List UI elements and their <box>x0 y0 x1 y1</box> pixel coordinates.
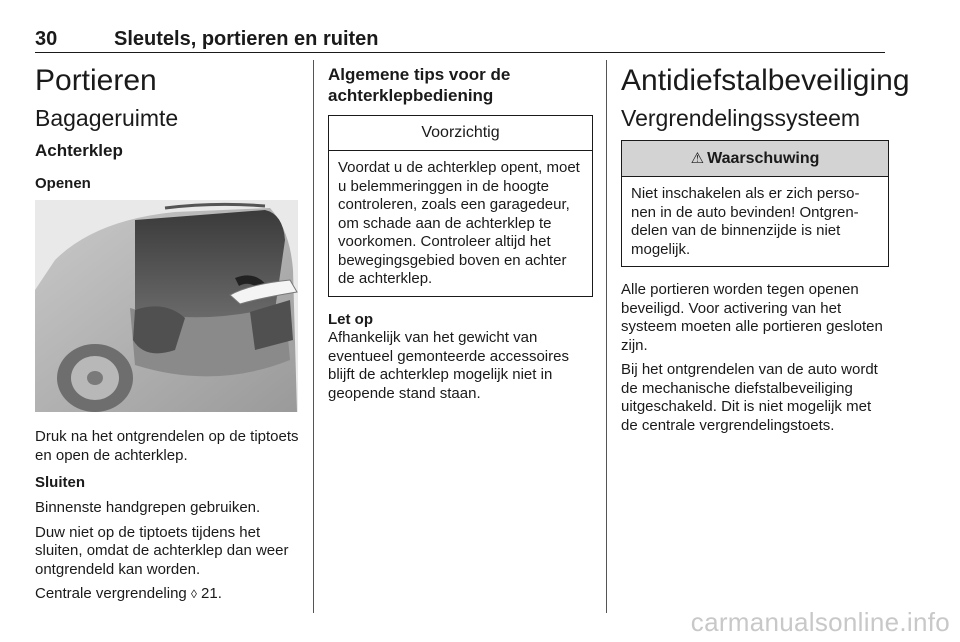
page-header <box>35 26 885 53</box>
close-paragraph-1: Binnenste handgrepen gebruiken. <box>35 499 261 516</box>
caution-title: Voorzichtig <box>329 116 592 151</box>
close-paragraph-3 <box>35 585 300 604</box>
warning-title <box>622 141 888 177</box>
watermark: carmanualsonline.info <box>690 607 950 637</box>
subsection-heading: Bagageruimte <box>35 105 179 131</box>
section-heading: Antidiefstalbeveiliging <box>621 64 910 97</box>
subsection-heading: Vergrendelingssysteem <box>621 105 861 131</box>
column-divider <box>606 60 607 613</box>
close-heading: Sluiten <box>35 474 86 491</box>
caution-text: Voordat u de achterklep opent, moet u belemmeringgen in de hoogte controleren, zoals een garagedeur, om schade aan de achterklep te voorkomen. Controleer altijd het bewegingsgebied boven en achter de achterklep. <box>338 159 580 287</box>
column-middle <box>328 58 593 409</box>
page-reference-arrow-icon: ◊ <box>190 587 197 601</box>
topic-heading: Achterklep <box>35 141 123 160</box>
body-paragraph-1: Alle portieren worden tegen openen beveiligd. Voor activering van het systeem moeten alle portieren gesloten zijn. <box>621 281 883 354</box>
open-heading: Openen <box>35 175 91 192</box>
section-heading: Portieren <box>35 64 157 97</box>
note-text: Afhankelijk van het gewicht van eventueel gemonteerde accessoires blijft de achterklep mogelijk niet in geopende stand staan. <box>328 329 569 402</box>
body-paragraph-2: Bij het ontgrendelen van de auto wordt de mechanische diefstalbeveiliging uitgeschakeld. Dit is niet mogelijk met de centrale vergrendelingstoets. <box>621 361 878 434</box>
cross-reference-text: Centrale vergrendeling <box>35 585 187 602</box>
column-right <box>621 58 910 441</box>
tips-heading: Algemene tips voor de achterklepbediening <box>328 65 511 105</box>
car-rear-tailgate-illustration <box>35 200 298 412</box>
close-paragraph-2: Duw niet op de tiptoets tijdens het sluiten, omdat de achterklep dan weer ontgrendeld kan worden. <box>35 523 289 578</box>
column-divider <box>313 60 314 613</box>
caution-box <box>328 115 593 297</box>
warning-triangle-icon: ⚠ <box>690 150 705 167</box>
column-left <box>35 58 300 610</box>
warning-text: Niet inschakelen als er zich personen in de auto bevinden! Ontgrendelen van de binnenzijde is niet mogelijk. <box>631 185 860 258</box>
note-title: Let op <box>328 310 373 328</box>
page-number: 30 <box>35 28 58 50</box>
chapter-title: Sleutels, portieren en ruiten <box>114 28 379 50</box>
cross-reference-page[interactable]: 21. <box>201 585 222 602</box>
warning-box <box>621 140 889 267</box>
open-instruction: Druk na het ontgrendelen op de tiptoets en open de achterklep. <box>35 428 299 464</box>
warning-title-text: Waarschuwing <box>707 150 820 167</box>
